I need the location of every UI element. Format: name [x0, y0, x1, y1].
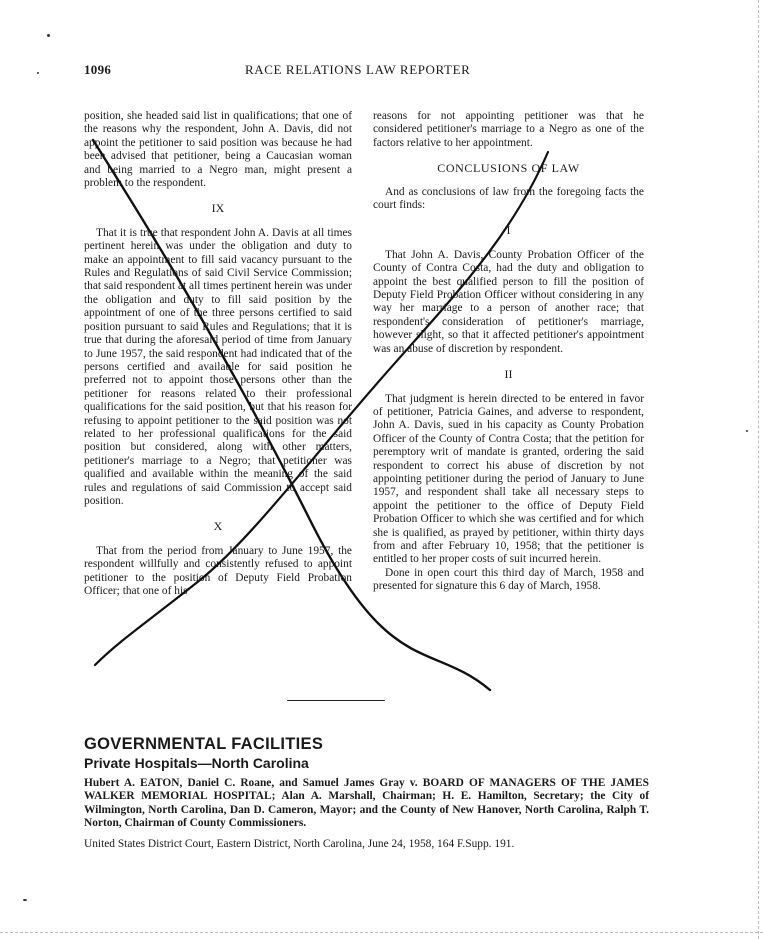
- paragraph: That judgment is herein directed to be entered in favor of petitioner, Patricia Gaines, and adverse to respondent, John A. Davis, sued in his capacity as County Probation Officer of the County of Contra Costa; that the petition for peremptory writ of mandate is granted, ordering the said respondent to correct his abuse of discretion by not appointing petitioner during the period of January to June 1957, and respondent shall take all necessary steps to appoint the petitioner to the office of Deputy Field Probation Officer to which she was certified and for which she is qualified, as prayed by petitioner, within thirty days from and after February 10, 1958; that the petitioner is entitled to her proper costs of suit incurred herein.: [373, 392, 644, 566]
- section-heading: II: [504, 367, 513, 382]
- scan-speck: [47, 34, 50, 37]
- paragraph: position, she headed said list in qualifications; that one of the reasons why the respondent, John A. Davis, did not appoint the petitioner to said position was because he had been advised that petitioner, being a Caucasian woman and being married to a Negro man, might present a problem to the respondent.: [84, 110, 352, 190]
- section-title: GOVERNMENTAL FACILITIES: [84, 735, 324, 753]
- case-caption: Hubert A. EATON, Daniel C. Roane, and Samuel James Gray v. BOARD OF MANAGERS OF THE JAMES WALKER MEMORIAL HOSPITAL; Alan A. Marshall, Chairman; H. E. Hamilton, Secretary; the City of Wilmington, North Carolina, Dan D. Cameron, Mayor; and the County of New Hanover, North Carolina, Ralph T. Norton, Chairman of County Commissioners.: [84, 777, 649, 830]
- paragraph: That it is true that respondent John A. Davis at all times pertinent herein was under the obligation and duty to make an appointment to fill said vacancy pursuant to the Rules and Regulations of said Civil Service Commission; that said respondent at all times pertinent herein was under the obligation and duty to fill said position by the appointment of one of the three persons certified to said position pursuant to said Rules and Regulations; that it is true that during the aforesaid period of time from January to June 1957, the said respondent had indicated that of the persons certified and available for said position he preferred not to appoint those persons other than the petitioner for reasons related to their professional qualifications for the said position, but that his reason for refusing to appoint petitioner to the said position was not related to her professional qualifications for the said position but considered, along with other matters, petitioner's marriage to a Negro; that petitioner was qualified and available within the meaning of the said rules and regulations of said Commission to accept said position.: [84, 226, 352, 507]
- section-divider: [287, 700, 385, 701]
- section-heading: CONCLUSIONS OF LAW: [437, 161, 580, 176]
- section-heading: I: [506, 223, 511, 238]
- paragraph: And as conclusions of law from the foregoing facts the court finds:: [373, 185, 644, 212]
- scan-speck: [23, 899, 27, 901]
- paragraph: Done in open court this third day of March, 1958 and presented for signature this 6 day of March, 1958.: [373, 566, 644, 593]
- running-header: RACE RELATIONS LAW REPORTER: [245, 62, 471, 77]
- page-edge-bottom: [0, 932, 763, 933]
- paragraph: That John A. Davis, County Probation Officer of the County of Contra Costa, had the duty and obligation to appoint the best qualified person to fill the position of Deputy Field Probation Officer without considering in any way her marriage to a person of another race; that respondent's consideration of petitioner's marriage, however slight, so that it affected petitioner's appointment was an abuse of discretion by respondent.: [373, 248, 644, 355]
- right-column: [373, 110, 644, 594]
- paragraph: reasons for not appointing petitioner was that he considered petitioner's marriage to a Negro as one of the factors relative to her appointment.: [373, 110, 644, 149]
- page-edge-right: [758, 0, 759, 939]
- scan-speck: [37, 72, 39, 74]
- section-heading: X: [213, 519, 223, 534]
- case-citation: United States District Court, Eastern District, North Carolina, June 24, 1958, 164 F.Supp. 191.: [84, 838, 515, 850]
- section-subtitle: Private Hospitals—North Carolina: [84, 755, 309, 771]
- left-column: [84, 110, 352, 598]
- page-number: 1096: [84, 62, 112, 77]
- paragraph: That from the period from January to June 1957, the respondent willfully and consistently refused to appoint petitioner to the position of Deputy Field Probation Officer; that one of his: [84, 544, 352, 597]
- section-heading: IX: [211, 201, 225, 216]
- scan-speck: [746, 430, 748, 432]
